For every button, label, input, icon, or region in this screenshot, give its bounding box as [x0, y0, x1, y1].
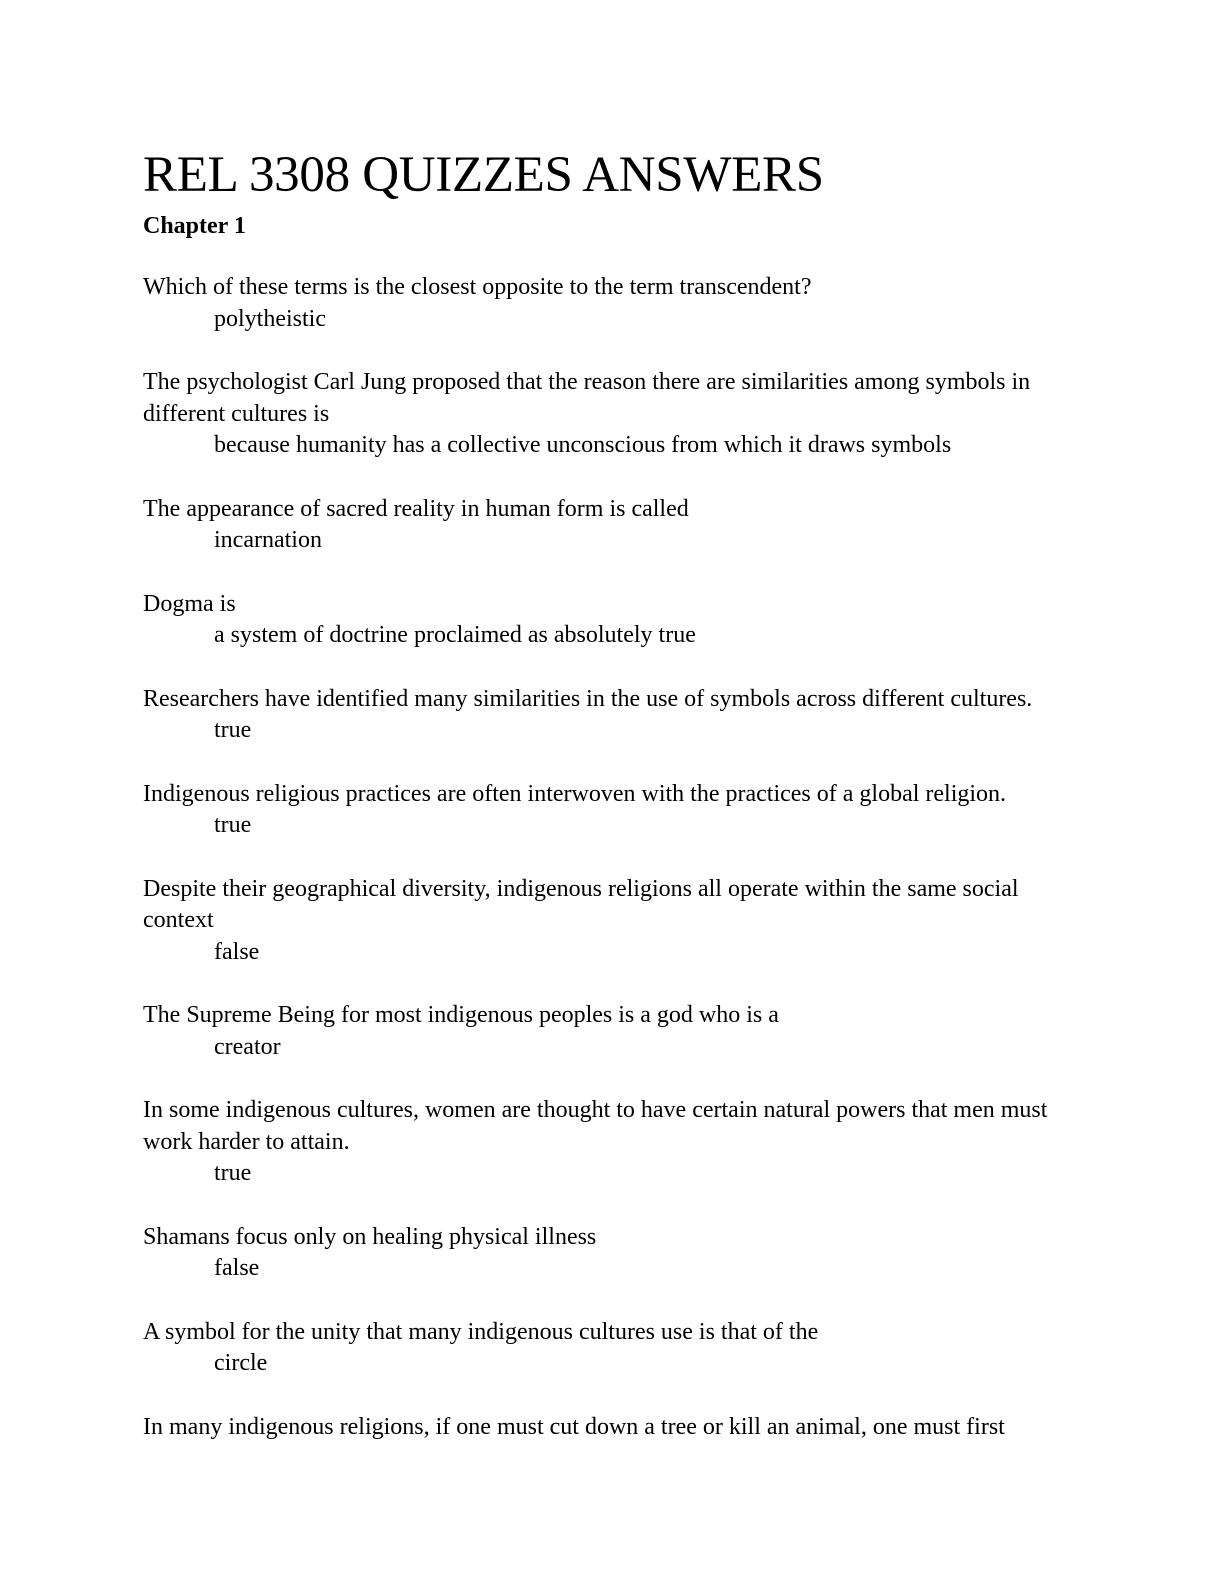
answer-text: true [214, 1160, 252, 1186]
qa-item [143, 1317, 1083, 1380]
question-text: The Supreme Being for most indigenous peoples is a god who is a [143, 1002, 779, 1028]
document-page [143, 140, 1083, 1475]
document-title: REL 3308 QUIZZES ANSWERS [143, 147, 824, 203]
question-text: A symbol for the unity that many indigenous cultures use is that of the [143, 1318, 819, 1345]
answer-text: creator [214, 1033, 281, 1060]
qa-item [143, 1222, 1083, 1285]
question-text: Despite their geographical diversity, indigenous religions all operate within the same social context [143, 875, 1019, 933]
qa-item [143, 1095, 1083, 1190]
question-text: The psychologist Carl Jung proposed that the reason there are similarities among symbols in different cultures is [143, 369, 1031, 427]
qa-item [143, 494, 1083, 557]
qa-list [143, 272, 1083, 1443]
qa-item [143, 874, 1083, 969]
answer-text: true [214, 717, 252, 743]
qa-item [143, 367, 1083, 462]
question-text: Researchers have identified many similarities in the use of symbols across different cultures. [143, 685, 1033, 712]
question-text: Indigenous religious practices are often interwoven with the practices of a global religion. [143, 780, 1007, 807]
qa-item [143, 1412, 1083, 1444]
answer-text: circle [214, 1350, 268, 1376]
answer-text: because humanity has a collective unconscious from which it draws symbols [214, 432, 952, 458]
qa-item [143, 779, 1083, 842]
answer-text: a system of doctrine proclaimed as absolutely true [214, 622, 696, 648]
qa-item [143, 272, 1083, 335]
qa-item [143, 1000, 1083, 1063]
qa-item [143, 684, 1083, 747]
qa-item [143, 589, 1083, 652]
answer-text: false [214, 1255, 260, 1281]
chapter-heading: Chapter 1 [143, 213, 246, 239]
question-text: Which of these terms is the closest opposite to the term transcendent? [143, 274, 812, 300]
question-text: In many indigenous religions, if one must cut down a tree or kill an animal, one must first [143, 1413, 1005, 1440]
answer-text: polytheistic [214, 305, 326, 332]
answer-text: true [214, 812, 252, 838]
question-text: In some indigenous cultures, women are thought to have certain natural powers that men must work harder to attain. [143, 1097, 1048, 1155]
question-text: Dogma is [143, 590, 236, 617]
question-text: The appearance of sacred reality in human form is called [143, 495, 689, 522]
answer-text: false [214, 938, 260, 965]
answer-text: incarnation [214, 527, 322, 553]
question-text: Shamans focus only on healing physical illness [143, 1223, 597, 1250]
